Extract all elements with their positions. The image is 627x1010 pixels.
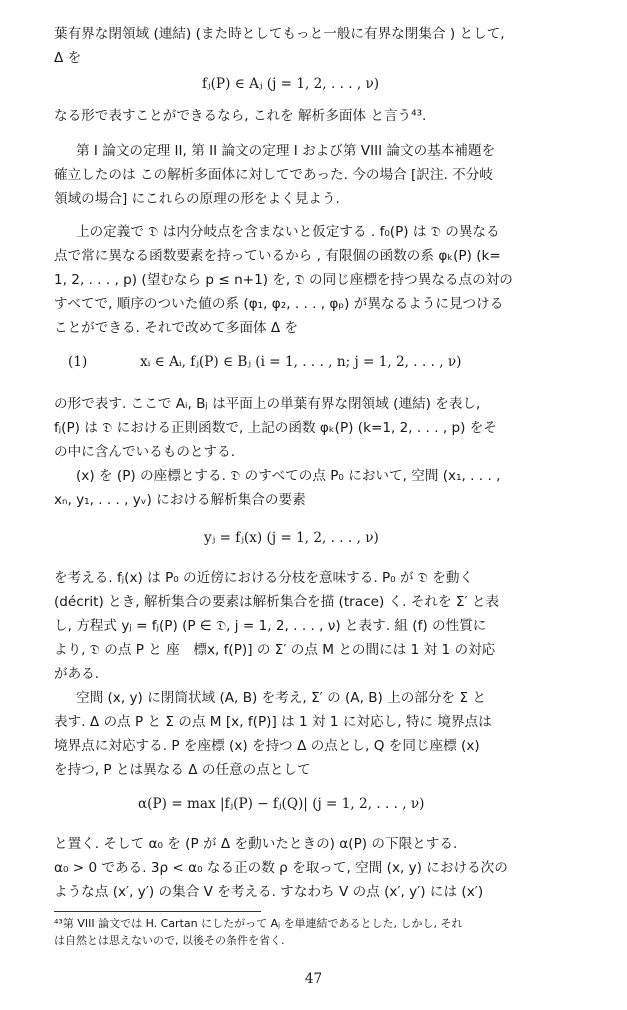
footnote-line: は自然とは思えないので, 以後その条件を省く. [54,934,285,947]
body-line: 確立したのは この解析多面体に対してであった. 今の場合 [訳注. 不分岐 [54,167,493,183]
body-line: 第 I 論文の定理 II, 第 II 論文の定理 I および第 VIII 論文の基本補題を [76,143,496,159]
body-line: Δ を [54,50,82,66]
body-line: xₙ, y₁, . . . , yᵥ) における解析集合の要素 [54,492,306,508]
footnote-line: ⁴³第 VIII 論文では H. Cartan にしたがって Aⱼ を単連結であるとした, しかし, それ [54,917,463,930]
equation: yⱼ = fⱼ(x) (j = 1, 2, . . . , ν) [204,530,379,546]
body-line: ような点 (x′, y′) の集合 V を考える. すなわち V の点 (x′, y′) には (x′) [54,884,484,900]
body-line: 空間 (x, y) に閉筒状域 (A, B) を考え, Σ′ の (A, B) 上の部分を Σ と [76,690,486,706]
body-line: を考える. fⱼ(x) は P₀ の近傍における分枝を意味する. P₀ が 𝔇 を動く [54,570,474,586]
body-line: 葉有界な閉領域 (連結) (また時としてもっと一般に有界な閉集合 ) として, [54,26,505,42]
body-line: がある. [54,666,100,682]
body-line: し, 方程式 yⱼ = fⱼ(P) (P ∈ 𝔇, j = 1, 2, . . . , ν) と表す. 組 (f) の性質に [54,618,487,634]
equation: xᵢ ∈ Aᵢ, fⱼ(P) ∈ Bⱼ (i = 1, . . . , n; j = 1, 2, . . . , ν) [140,354,462,370]
body-line: の形で表す. ここで Aᵢ, Bⱼ は平面上の単葉有界な閉領域 (連結) を表し, [54,396,481,412]
body-line: より, 𝔇 の点 P と 座 標x, f(P)] の Σ′ の点 M との間には 1 対 1 の対応 [54,642,496,658]
body-line: α₀ > 0 である. 3ρ < α₀ なる正の数 ρ を取って, 空間 (x, y) における次の [54,860,508,876]
body-line: 点で常に異なる函数要素を持っているから , 有限個の函数の系 φₖ(P) (k= [54,248,501,264]
body-line: なる形で表すことができるなら, これを 解析多面体 と言う⁴³. [54,108,427,124]
equation: α(P) = max |fⱼ(P) − fⱼ(Q)| (j = 1, 2, . . . , ν) [138,796,425,812]
equation: fⱼ(P) ∈ Aⱼ (j = 1, 2, . . . , ν) [202,76,380,92]
body-line: 境界点に対応する. P を座標 (x) を持つ Δ の点とし, Q を同じ座標 (x) [54,738,480,754]
body-line: すべてで, 順序のついた値の系 (φ₁, φ₂, . . . , φₚ) が異なるように見つける [54,296,504,312]
body-line: (x) を (P) の座標とする. 𝔇 のすべての点 P₀ において, 空間 (x₁, . . . , [76,468,501,484]
body-line: 表す. Δ の点 P と Σ の点 M [x, f(P)] は 1 対 1 に対応し, 特に 境界点は [54,714,492,730]
equation-number: (1) [68,354,88,370]
body-line: と置く. そして α₀ を (P が Δ を動いたときの) α(P) の下限とする. [54,836,458,852]
body-line: の中に含んでいるものとする. [54,444,236,460]
body-line: 1, 2, . . . , p) (望むなら p ≤ n+1) を, 𝔇 の同じ座標を持つ異なる点の対の [54,272,513,288]
body-line: 上の定義で 𝔇 は内分岐点を含まないと仮定する . f₀(P) は 𝔇 の異なる [76,224,500,240]
body-line: fⱼ(P) は 𝔇 における正則函数で, 上記の函数 φₖ(P) (k=1, 2, . . . , p) をそ [54,420,497,436]
body-line: 領域の場合] にこれらの原理の形をよく見よう. [54,191,340,207]
body-line: ことができる. それで改めて多面体 Δ を [54,320,299,336]
footnote-rule [54,911,261,912]
body-line: (décrit) とき, 解析集合の要素は解析集合を描 (trace) く. それを Σ′ と表 [54,594,500,610]
page-number: 47 [304,971,323,987]
body-line: を持つ, P とは異なる Δ の任意の点として [54,762,311,778]
